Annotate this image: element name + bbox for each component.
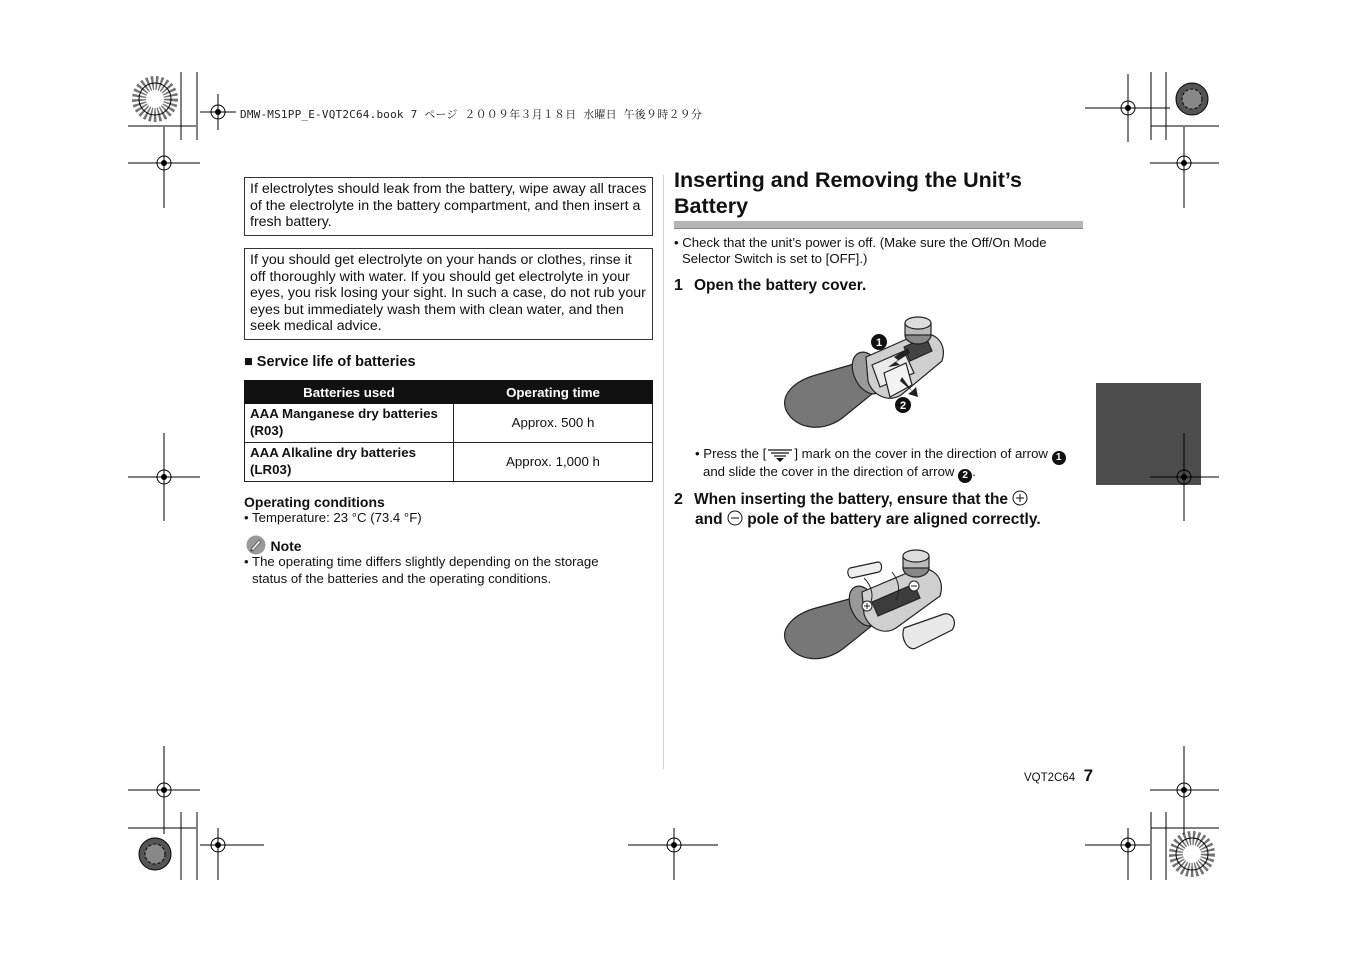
arrow-1-label: 1 [875, 337, 883, 349]
press-instruction [695, 446, 1066, 465]
power-check-line1: • Check that the unit’s power is off. (Make sure the Off/On Mode [674, 235, 1047, 250]
note-label: Note [270, 538, 302, 554]
column-divider [663, 175, 664, 769]
arrow-1-badge: 1 [1052, 451, 1066, 465]
step-2-number: 2 [674, 491, 683, 508]
note-block [246, 535, 302, 556]
arrow-2-label: 2 [899, 400, 907, 412]
slide-text: and slide the cover in the direction of arrow [703, 464, 955, 479]
operating-time-cell: Approx. 1,000 h [454, 443, 653, 482]
page-number: 7 [1083, 766, 1094, 785]
step-2-text-c: pole of the battery are aligned correctly. [747, 511, 1041, 528]
electrolyte-contact-warning [244, 248, 653, 340]
table-row [245, 443, 653, 482]
note-bullet-line1: • The operating time differs slightly depending on the storage [244, 554, 599, 569]
press-text-a: • Press the [ [695, 446, 767, 461]
step-1-number: 1 [674, 277, 683, 294]
battery-life-table [244, 380, 653, 482]
warning-leak-text: If electrolytes should leak from the battery, wipe away all traces of the electrolyte in the battery compartment, and then insert a fresh battery. [250, 181, 647, 231]
slide-instruction: and slide the cover in the direction of arrow 2 . [703, 464, 976, 481]
battery-name-cell [245, 404, 454, 443]
battery-code: (LR03) [250, 462, 292, 477]
open-cover-illustration [776, 315, 956, 437]
insert-battery-illustration [776, 546, 962, 666]
book-slug-line: DMW-MS1PP_E-VQT2C64.book 7 ページ ２００９年３月１８日 水曜日 午後９時２９分 [240, 108, 703, 121]
step-1-text: Open the battery cover. [694, 277, 867, 294]
cover-mark-icon [766, 447, 794, 462]
plus-pole-icon [1012, 490, 1028, 506]
column-header-batteries: Batteries used [245, 381, 454, 404]
side-tab-crosshair [1150, 433, 1220, 523]
battery-name-cell [245, 443, 454, 482]
power-check-line2: Selector Switch is set to [OFF].) [682, 251, 868, 266]
press-text-b: ] mark on the cover in the direction of arrow [794, 446, 1048, 461]
battery-name: AAA Alkaline dry batteries [250, 445, 417, 461]
page-title-line1: Inserting and Removing the Unit’s [674, 168, 1023, 192]
column-header-time: Operating time [454, 381, 653, 404]
battery-code: (R03) [250, 423, 284, 438]
minus-pole-icon [727, 510, 743, 526]
table-row [245, 404, 653, 443]
note-bullet-line2: status of the batteries and the operating conditions. [252, 571, 552, 586]
document-code: VQT2C64 [1024, 772, 1076, 784]
step-2 [674, 490, 1094, 530]
operating-time-cell: Approx. 500 h [454, 404, 653, 443]
electrolyte-leak-warning [244, 177, 653, 236]
warning-contact-text: If you should get electrolyte on your hands or clothes, rinse it off thoroughly with water. If you should get electrolyte in your eyes, you risk losing your sight. In such a case, do not rub your eyes but immediately wash them with clean water, and then seek medical advice. [250, 252, 646, 335]
service-life-heading: ■ Service life of batteries [244, 354, 416, 370]
step-1 [674, 276, 866, 296]
table-header-row [245, 381, 653, 404]
step-2-text-a: When inserting the battery, ensure that the [694, 491, 1009, 508]
step-2-text-b: and [695, 511, 723, 528]
battery-name: AAA Manganese dry batteries [250, 406, 438, 422]
operating-conditions-heading: Operating conditions [244, 494, 385, 510]
note-pencil-icon [246, 535, 266, 555]
arrow-2-badge: 2 [958, 469, 972, 483]
page-title-line2: Battery [674, 194, 749, 218]
title-underline-bar [674, 221, 1083, 229]
temperature-bullet: • Temperature: 23 °C (73.4 °F) [244, 510, 422, 525]
page-footer [1024, 766, 1093, 786]
